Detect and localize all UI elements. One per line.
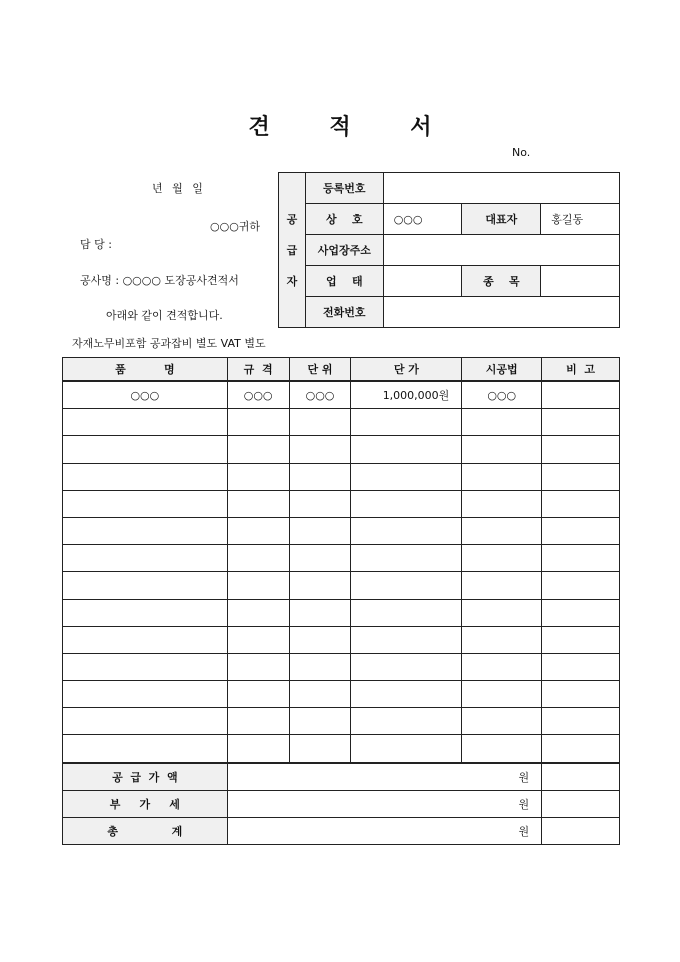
remarks-cell	[542, 436, 620, 463]
remarks-cell	[542, 409, 620, 436]
unit-cell	[289, 735, 351, 763]
vat-note	[542, 790, 620, 817]
items-table	[62, 357, 620, 845]
unit-price-cell	[351, 517, 462, 544]
vat-value: 원	[227, 790, 541, 817]
table-row	[63, 708, 620, 735]
document-number-label: No.	[512, 146, 531, 159]
unit-cell	[289, 708, 351, 735]
side-char-2: 급	[286, 243, 298, 257]
reg-no-value	[383, 173, 619, 204]
ceo-value: 홍길동	[541, 204, 620, 235]
spec-cell	[227, 708, 289, 735]
unit-cell	[289, 436, 351, 463]
method-cell	[462, 463, 542, 490]
side-char-3: 자	[286, 274, 298, 288]
table-row	[63, 381, 620, 409]
remarks-cell	[542, 572, 620, 599]
spec-cell	[227, 409, 289, 436]
summary-row-total	[63, 818, 620, 845]
supply-amount-label: 공 급 가 액	[63, 763, 228, 791]
unit-price-cell: 1,000,000원	[351, 381, 462, 409]
table-row	[63, 545, 620, 572]
date-line: 년 월 일	[152, 182, 203, 195]
phone-label: 전화번호	[305, 297, 383, 328]
item-name-cell	[63, 653, 228, 680]
item-name-cell	[63, 545, 228, 572]
business-type-label: 업 태	[305, 266, 383, 297]
remarks-cell	[542, 381, 620, 409]
item-name-cell	[63, 735, 228, 763]
cost-note: 자재노무비포함 공과잡비 별도 VAT 별도	[72, 337, 266, 350]
header-unit-price: 단 가	[351, 358, 462, 382]
item-name-cell	[63, 626, 228, 653]
unit-cell	[289, 572, 351, 599]
company-label: 상 호	[305, 204, 383, 235]
unit-cell	[289, 463, 351, 490]
table-row	[63, 572, 620, 599]
item-name-cell	[63, 517, 228, 544]
method-cell	[462, 599, 542, 626]
spec-cell	[227, 653, 289, 680]
unit-cell	[289, 409, 351, 436]
table-row	[63, 626, 620, 653]
unit-cell	[289, 681, 351, 708]
table-row	[63, 436, 620, 463]
remarks-cell	[542, 653, 620, 680]
method-cell	[462, 409, 542, 436]
item-name-cell	[63, 409, 228, 436]
remarks-cell	[542, 599, 620, 626]
unit-price-cell	[351, 735, 462, 763]
spec-cell	[227, 517, 289, 544]
unit-price-cell	[351, 681, 462, 708]
remarks-cell	[542, 626, 620, 653]
remarks-cell	[542, 517, 620, 544]
unit-cell	[289, 517, 351, 544]
method-cell	[462, 545, 542, 572]
remarks-cell	[542, 735, 620, 763]
unit-cell	[289, 653, 351, 680]
supplier-side-label	[279, 173, 306, 328]
item-name-cell	[63, 463, 228, 490]
spec-cell	[227, 572, 289, 599]
item-name-cell: ○○○	[63, 381, 228, 409]
unit-price-cell	[351, 436, 462, 463]
table-row	[63, 463, 620, 490]
remarks-cell	[542, 708, 620, 735]
unit-price-cell	[351, 490, 462, 517]
spec-cell	[227, 545, 289, 572]
spec-cell	[227, 463, 289, 490]
unit-price-cell	[351, 626, 462, 653]
header-item-name: 품 명	[63, 358, 228, 382]
unit-price-cell	[351, 409, 462, 436]
remarks-cell	[542, 681, 620, 708]
ceo-label: 대표자	[462, 204, 541, 235]
spec-cell	[227, 626, 289, 653]
table-row	[63, 599, 620, 626]
item-name-cell	[63, 681, 228, 708]
project-name-line: 공사명 : ○○○○ 도장공사견적서	[80, 274, 239, 287]
header-unit: 단 위	[289, 358, 351, 382]
item-name-cell	[63, 708, 228, 735]
item-name-cell	[63, 490, 228, 517]
method-cell	[462, 653, 542, 680]
table-row	[63, 681, 620, 708]
address-value	[383, 235, 619, 266]
side-char-1: 공	[286, 212, 298, 226]
business-type-value	[383, 266, 462, 297]
table-row	[63, 490, 620, 517]
phone-value	[383, 297, 619, 328]
category-label: 종 목	[462, 266, 541, 297]
unit-cell	[289, 545, 351, 572]
total-label: 총 계	[63, 818, 228, 845]
method-cell	[462, 572, 542, 599]
item-name-cell	[63, 599, 228, 626]
reg-no-label: 등록번호	[305, 173, 383, 204]
remarks-cell	[542, 490, 620, 517]
table-row	[63, 653, 620, 680]
company-value: ○○○	[383, 204, 462, 235]
greeting-line: 아래와 같이 견적합니다.	[106, 309, 223, 322]
document-title: 견 적 서	[248, 115, 458, 140]
spec-cell	[227, 436, 289, 463]
unit-price-cell	[351, 599, 462, 626]
supplier-table	[278, 172, 620, 328]
method-cell	[462, 626, 542, 653]
header-remarks: 비 고	[542, 358, 620, 382]
supply-amount-value: 원	[227, 763, 541, 791]
remarks-cell	[542, 545, 620, 572]
summary-row-vat	[63, 790, 620, 817]
summary-row-supply-amount	[63, 763, 620, 791]
unit-cell: ○○○	[289, 381, 351, 409]
unit-price-cell	[351, 572, 462, 599]
category-value	[541, 266, 620, 297]
unit-price-cell	[351, 463, 462, 490]
supply-amount-note	[542, 763, 620, 791]
spec-cell	[227, 599, 289, 626]
unit-price-cell	[351, 545, 462, 572]
method-cell	[462, 517, 542, 544]
table-row	[63, 409, 620, 436]
method-cell	[462, 735, 542, 763]
unit-cell	[289, 626, 351, 653]
spec-cell	[227, 681, 289, 708]
total-note	[542, 818, 620, 845]
unit-cell	[289, 599, 351, 626]
unit-price-cell	[351, 653, 462, 680]
item-name-cell	[63, 436, 228, 463]
table-row	[63, 517, 620, 544]
vat-label: 부 가 세	[63, 790, 228, 817]
method-cell	[462, 681, 542, 708]
spec-cell	[227, 490, 289, 517]
header-method: 시공법	[462, 358, 542, 382]
spec-cell: ○○○	[227, 381, 289, 409]
manager-line: 담 당 :	[80, 238, 112, 251]
unit-price-cell	[351, 708, 462, 735]
unit-cell	[289, 490, 351, 517]
header-spec: 규 격	[227, 358, 289, 382]
table-row	[63, 735, 620, 763]
spec-cell	[227, 735, 289, 763]
address-label: 사업장주소	[305, 235, 383, 266]
remarks-cell	[542, 463, 620, 490]
recipient-line: ○○○귀하	[210, 220, 261, 233]
method-cell: ○○○	[462, 381, 542, 409]
method-cell	[462, 436, 542, 463]
method-cell	[462, 708, 542, 735]
method-cell	[462, 490, 542, 517]
item-name-cell	[63, 572, 228, 599]
total-value: 원	[227, 818, 541, 845]
